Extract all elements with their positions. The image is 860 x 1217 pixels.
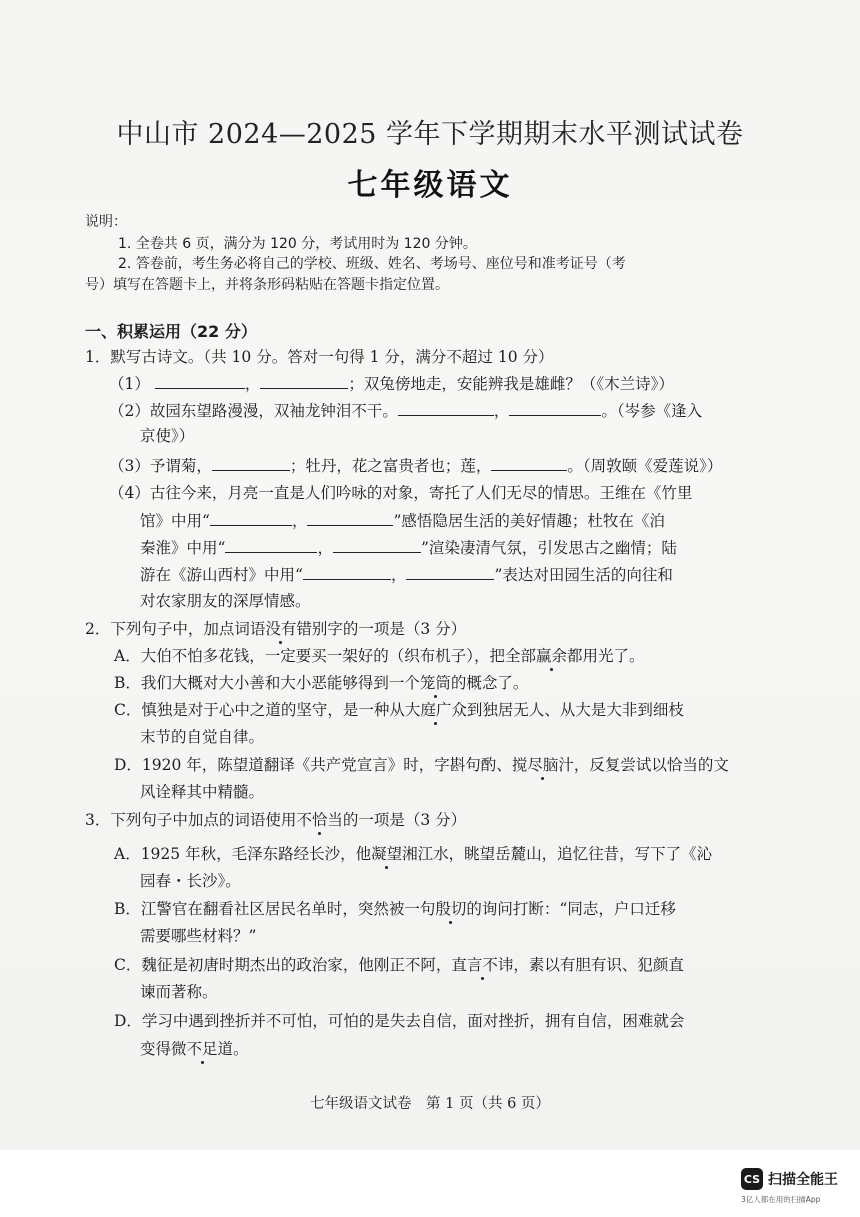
answer-blank[interactable] [260,373,348,389]
question-2-option-a[interactable] [114,646,644,666]
part-text: 馆》中用“ [140,512,210,530]
question-1-part-4-line-5: 对农家朋友的深厚情感。 [140,592,311,610]
option-text: A．1925 年秋，毛泽东路经长沙，他 [114,845,372,863]
part-text: 秦淮》中用“ [140,539,226,557]
answer-blank[interactable] [491,455,567,471]
question-1-part-4-line-3 [140,537,677,558]
part-text: ”感悟隐居生活的美好情趣；杜牧在《泊 [393,512,665,530]
question-3-option-c-cont: 谏而著称。 [140,983,218,1001]
question-2-stem [85,619,466,639]
question-1-part-1 [109,373,674,394]
part-text: 游在《游山西村》中用“ [140,566,303,584]
question-1-part-2 [109,400,702,421]
instruction-item-2-line-2: 号）填写在答题卡上，并将条形码粘贴在答题卡指定位置。 [85,277,449,293]
option-text: 到独居无人、从大是大非到细枝 [466,701,684,719]
question-1-part-4-line-4 [140,564,673,585]
dotted-word: 凝望 [371,845,403,863]
question-3-option-a[interactable] [114,844,712,864]
camscanner-app-name: 扫描全能王 [768,1172,838,1188]
option-text: B．我们大概对大小善和大小恶能够得到一个 [114,674,420,692]
stem-text: 2．下列句子中，加点词语 [85,620,266,638]
part-text: ”表达对田园生活的向往和 [494,566,673,584]
instruction-item-1: 1. 全卷共 6 页，满分为 120 分，考试用时为 120 分钟。 [118,236,477,252]
comma: ， [291,512,308,530]
question-2-option-d-cont: 风诠释其中精髓。 [140,783,265,801]
dotted-word: 搅尽脑汁 [511,756,574,774]
answer-blank[interactable] [210,510,292,526]
question-1-part-3 [109,455,722,476]
question-2-option-c[interactable] [114,700,684,720]
part-text: ；双兔傍地走，安能辨我是雄雌？（《木兰诗》） [348,375,674,393]
question-2-option-b[interactable] [114,673,528,693]
option-text: C．魏征是初唐时期杰出的政治家，他刚正不阿， [114,956,452,974]
question-3-option-b-cont: 需要哪些材料？” [140,927,257,945]
part-text: ”渲染凄清气氛，引发思古之幽情；陆 [420,539,677,557]
instruction-item-2-line-1: 2. 答卷前，考生务必将自己的学校、班级、姓名、考场号、座位号和准考证号（考 [118,256,626,272]
question-1-part-2-cont: 京使》） [140,427,195,445]
page-footer: 七年级语文试卷 第 1 页（共 6 页） [310,1096,550,1112]
stem-text: 错别字的一项是（3 分） [296,620,467,638]
answer-blank[interactable] [225,537,317,553]
camscanner-logo: CS [741,1168,763,1190]
question-1-part-4-line-1: （4）古往今来，月亮一直是人们吟咏的对象，寄托了人们无尽的情思。王维在《竹里 [109,484,693,502]
exam-subtitle: 七年级语文 [347,168,513,203]
exam-title: 中山市 2024—2025 学年下学期期末水平测试试卷 [116,119,744,150]
comma: ， [317,539,333,557]
option-text: 都用光了。 [566,647,645,665]
question-2-option-c-cont: 末节的自觉自律。 [140,728,265,746]
emphasis-word: 没有 [265,620,297,638]
answer-blank[interactable] [509,400,601,416]
comma: ， [244,375,261,393]
comma: ， [493,402,510,420]
dotted-word: 笼筒 [419,674,451,692]
part-text: （2）故园东望路漫漫，双袖龙钟泪不干。 [109,402,398,420]
comma: ， [390,566,407,584]
dotted-word: 大庭广众 [404,701,467,719]
option-text: 变得 [140,1040,172,1058]
dotted-word: 直言不讳 [451,956,514,974]
answer-blank[interactable] [406,564,494,580]
question-3-option-a-cont: 园春・长沙》。 [140,872,241,890]
option-text: 湘江水，眺望岳麓山，追忆往昔，写下了《沁 [402,845,713,863]
option-text: ，反复尝试以恰当的文 [573,756,729,774]
emphasis-word: 不恰当 [296,811,343,829]
question-1-part-4-line-2 [140,510,665,531]
dotted-word: 微不足道 [171,1040,234,1058]
answer-blank[interactable] [333,537,421,553]
question-3-stem [85,810,466,830]
answer-blank[interactable] [303,564,391,580]
question-2-option-d[interactable] [114,755,729,775]
part-text: （3）予谓菊， [109,457,212,475]
instructions-heading: 说明： [85,214,127,230]
option-text: A．大伯不怕多花钱，一定要买一架好的（织布机子），把全部 [114,647,536,665]
question-1-stem: 1．默写古诗文。（共 10 分。答对一句得 1 分，满分不超过 10 分） [85,348,554,366]
answer-blank[interactable] [307,510,393,526]
stem-text: 的一项是（3 分） [342,811,467,829]
question-3-option-c[interactable] [114,955,684,975]
question-3-option-d[interactable]: D．学习中遇到挫折并不可怕，可怕的是失去自信，面对挫折，拥有自信，困难就会 [114,1012,685,1030]
option-text: 。 [233,1040,249,1058]
stem-text: 3．下列句子中加点的词语使用 [85,811,297,829]
dotted-word: 赢余 [535,647,567,665]
question-3-option-d-cont [140,1039,249,1059]
option-text: D．1920 年，陈望道翻译《共产党宣言》时，字斟句酌、 [114,756,512,774]
part-text: 。（岑参《逢入 [601,402,703,420]
answer-blank[interactable] [212,455,290,471]
part-text: 。（周敦颐《爱莲说》） [567,457,723,475]
part-text: ；牡丹，花之富贵者也；莲， [289,457,492,475]
part-number: （1） [109,375,150,393]
camscanner-slogan: 3亿人都在用的扫描App [741,1195,821,1204]
option-text: ，素以有胆有识、犯颜直 [513,956,684,974]
option-text: C．慎独是对于心中之道的坚守，是一种从 [114,701,405,719]
dotted-word: 殷切 [435,900,467,918]
section-heading: 一、积累运用（22 分） [85,322,257,341]
option-text: 的概念了。 [450,674,529,692]
option-text: B．江警官在翻看社区居民名单时，突然被一句 [114,900,436,918]
answer-blank[interactable] [155,373,245,389]
question-3-option-b[interactable] [114,899,676,919]
option-text: 的询问打断：“同志，户口迁移 [466,900,676,918]
answer-blank[interactable] [398,400,494,416]
